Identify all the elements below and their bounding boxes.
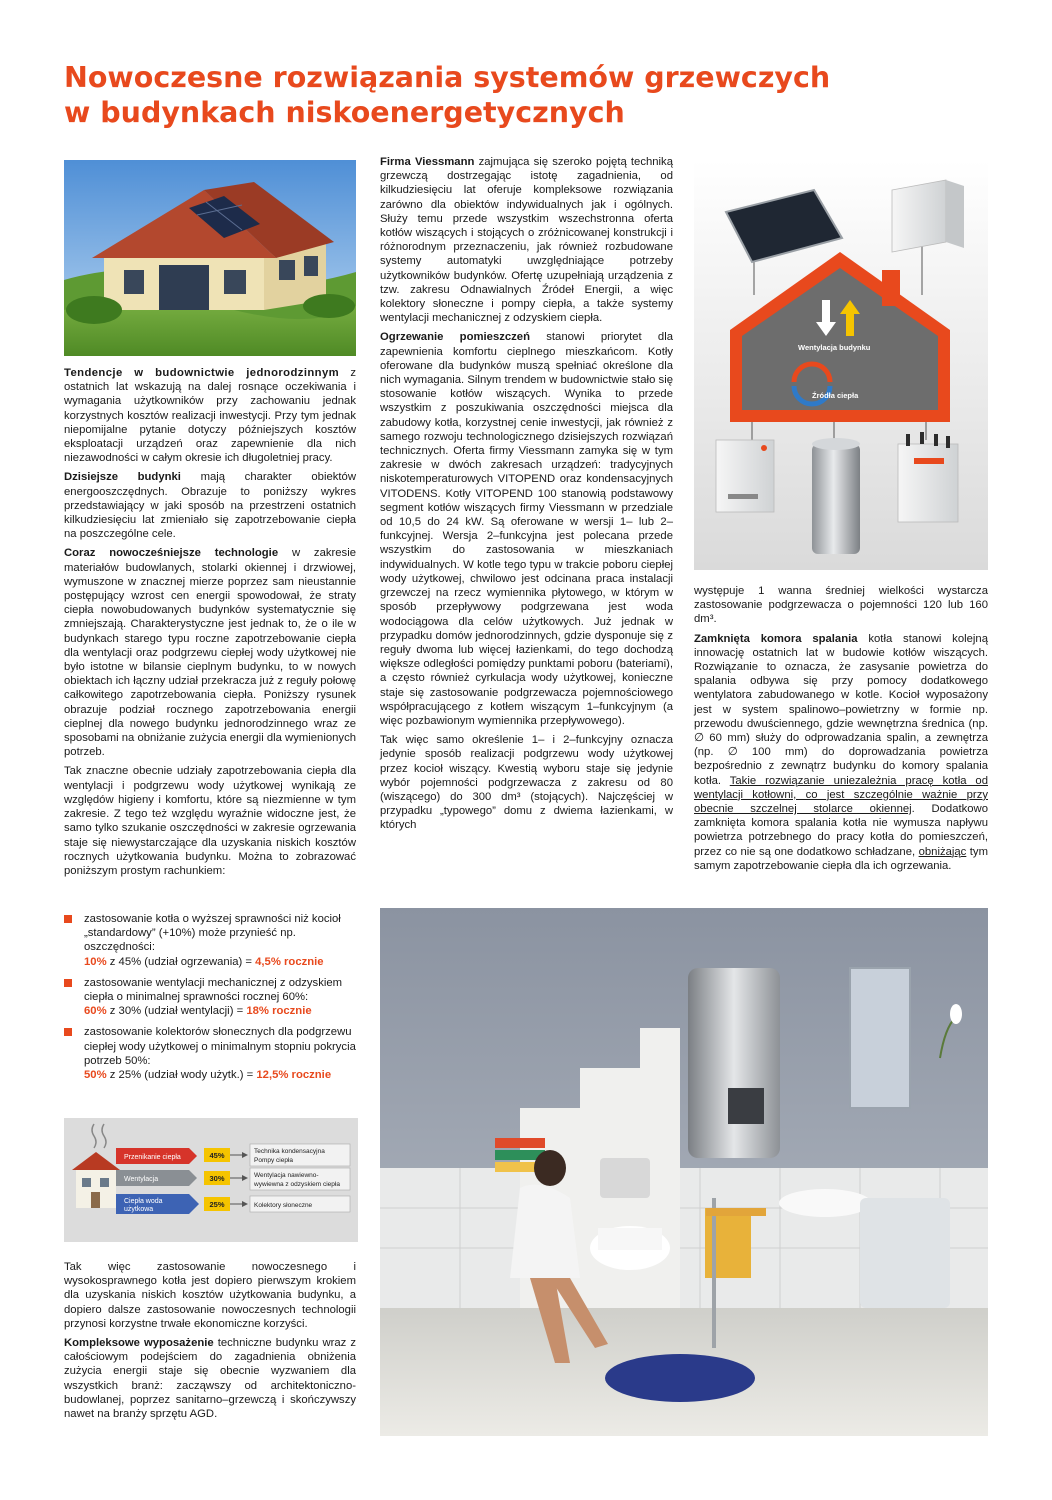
result-heat-transfer-2: Pompy ciepła [254, 1157, 294, 1164]
water-heater-cylinder-icon [812, 438, 860, 554]
paragraph-complex-equipment: Kompleksowe wyposażenie techniczne budynku wraz z całościowym podejściem do zagadnienia obniżenia zużycia energii staje się obecnie wyzwaniem dla wszystkich branż: zacząwszy od architektoniczno-budowlanej, poprzez sanitarno–grzewczą i skończywszy nawet na branży sprzętu AGD. [64, 1337, 356, 1421]
paragraph-closed-chamber: Zamknięta komora spalania kotła stanowi kolejną innowację ostatnich lat w budowie kotłów wiszących. Rozwiązanie to oznacza, że zasysanie powietrza do spalania odbywa się przy pomocy dodatkowego wentylatora zabudowanego w kotle. Kocioł wyposażony jest w system spalinowo–powietrzny w formie np. przewodu dwuściennego, gdzie wewnętrzna średnica (np. ∅ 60 mm) służy do odprowadzania spalin, a zewnętrza (np. ∅ 100 mm) do doprowadzania powietrza bezpośrednio z zewnątrz budynku do komory spalania kotła. Takie rozwiązanie uniezależnia pracę kotła od wentylacji kotłowni, co jest szczególnie ważnie przy obecnie szczelnej stolarce okiennej. Dodatkowo zamknięta komora spalania kotła nie wymusza napływu powietrza potrzebnego do pracy kotła do pomieszczeń, przez co nie są one dodatkowo schładzane, obniżając tym samym zapotrzebowanie ciepła dla ich ogrzewania. [694, 632, 988, 872]
paragraph-buildings: Dzisiejsze budynki mają charakter obiektów energooszczędnych. Obrazuje to poniższy wykres przedstawiający w jaki sposób na przestrzeni ostatnich kilkudziesięciu lat zmieniało się zapotrzebowanie ciepła na poszczególne cele. [64, 471, 356, 541]
bullet-square-icon [64, 915, 72, 923]
result-ventilation-2: wywiewna z odzyskiem ciepła [254, 1181, 340, 1188]
pct-ventilation: 30% [209, 1174, 225, 1183]
list-item: zastosowanie kolektorów słonecznych dla podgrzewu ciepłej wody użytkowej o minimalnym stopniu pokrycia potrzeb 50%: 50% z 25% (udział wody użytk.) = 12,5% rocznie [64, 1025, 364, 1082]
lead-complex-equipment: Kompleksowe wyposażenie [64, 1337, 214, 1350]
heat-pump-icon [898, 432, 958, 522]
diagram-label-ventilation: Wentylacja [124, 1176, 159, 1183]
lead-closed-chamber: Zamknięta komora spalania [694, 632, 858, 645]
wall-boiler-icon [716, 440, 774, 512]
column-1-text [64, 366, 356, 883]
diagram-label-hot-water-2: użytkowa [124, 1206, 154, 1213]
savings-list [64, 912, 364, 1089]
label-heat-sources: Źródła ciepła [812, 391, 859, 400]
pct-heat-transfer: 45% [209, 1151, 225, 1160]
bullet-square-icon [64, 1028, 72, 1036]
paragraph-trends: Tendencje w budownictwie jednorodzinnym z ostatnich lat wskazują na dalej rosnące oczekiwania i wymagania użytkowników przy zachowaniu jednak korzystnych kosztów realizacji inwestycji. Przy tym jednak niepomijalne pytanie dotyczy późniejszych kosztów eksploatacji urządzeń oraz zapewnienie dla nich niezawodności w całym okresie ich długoletniej pracy. [64, 367, 356, 465]
title-line-2: w budynkach niskoenergetycznych [64, 96, 625, 129]
lead-buildings: Dzisiejsze budynki [64, 471, 181, 484]
paragraph-technologies: Coraz nowocześniejsze technologie w zakresie materiałów budowlanych, stolarki okiennej i drzwiowej, wymuszone w znacznej mierze poprzez sam nieustannie postępujący wzrost cen energii spowodował, że straty ciepła nowobudowanych budynków systematycznie się zmniejszają. Charakterystyczne jest jednak to, że o ile w budynkach starego typu roczne zapotrzebowanie ciepła dla wentylacji oraz podgrzewu ciepłej wody użytkowej nie było istotne w bilansie cieplnym budynku, to w nowych obiektach ich łączny udział przekracza już z reguły połowę całkowitego zapotrzebowania ciepła. Poniższy rysunek obrazuje podział rocznego zapotrzebowania energii cieplnej dla nowego budynku jednorodzinnego wraz ze sposobami na obniżanie zużycia energii dla wymienionych potrzeb. [64, 547, 356, 759]
column-3-text [694, 584, 988, 878]
label-ventilation: Wentylacja budynku [798, 343, 871, 352]
diagram-label-heat-transfer: Przenikanie ciepła [124, 1154, 181, 1161]
column-2-text [380, 155, 673, 838]
lead-technologies: Coraz nowocześniejsze technologie [64, 547, 279, 560]
bullet-square-icon [64, 979, 72, 987]
page-title [64, 60, 964, 130]
list-item: zastosowanie kotła o wyższej sprawności niż kocioł „standardowy” (+10%) może przynieść np. oszczędności: 10% z 45% (udział ogrzewania) = 4,5% rocznie [64, 912, 364, 969]
diagram-label-hot-water-1: Ciepła woda [124, 1198, 163, 1205]
lead-trends: Tendencje w budownictwie jednorodzinnym [64, 367, 340, 379]
paragraph-tank-capacity: występuje 1 wanna średniej wielkości wystarcza zastosowanie podgrzewacza o pojemności 120 lub 160 dm³. [694, 585, 988, 626]
paragraph-heating: Ogrzewanie pomieszczeń stanowi priorytet dla zapewnienia komfortu cieplnego mieszkańcom. Kotły oferowane dla budynków muszą spełniać określone dla nich wymagania. Silnym trendem w budownictwie stało się stosowanie kotłów wiszących. Wynika to przede wszystkim z poszukiwania oszczędności miejsca dla zabudowy kotła, korzystnej cenie inwestycji, jak również z samego rozwoju technologicznego dzisiejszych rozwiązań technicznych. Oferta firmy Viessmann zamyka się w tym zakresie w dwóch zakresach urządzeń: tradycyjnych niskotemperaturowych VITOPEND oraz kondensacyjnych VITODENS. Kotły VITOPEND 100 stanowią podstawowy segment kotłów wiszących firmy Viessmann w przedziale od 10,5 do 24 kW. Są oferowane w wersji 1– lub 2–funkcyjnej. Wersja 2–funkcyjna jest polecana przede wszystkim do zastosowania w mieszkaniach indywidualnych. W kotle tego typu w trakcie poboru ciepłej wody użytkowej, chwilowo jest odcinana praca instalacji grzewczej na rzecz wymiennika płytowego, w którym w sposób przepływowy podgrzewana jest woda wodociągowa dla celów użytkowych. Już jednak w przypadku domów jednorodzinnych, gdzie dysponuje się z reguły dwoma lub więcej łazienkami, do tego dochodzą większe odległości pomiędzy punktami poboru (bateriami), a często również cyrkulacja wody użytkowej, konieczne staje się zastosowanie podgrzewacza pojemnościowego współpracującego z kotłem wiszącym 1–funkcyjnym (a więc pozbawionym wymiennika przepływowego). [380, 331, 674, 727]
bath-rug [605, 1354, 755, 1402]
pct-hot-water: 25% [209, 1200, 225, 1209]
paragraph-functions: Tak więc samo określenie 1– i 2–funkcyjny oznacza jedynie sposób realizacji podgrzewu wody użytkowej przez kocioł wiszący. Kwestią wyboru staje się jedynie wybór pojemności podgrzewacza z zakresu od 80 (wiszącego) do 300 dm³ (stojących). Najczęściej w przypadku „typowego” domu z dwiema łazienkami, w których [380, 734, 673, 832]
energy-demand-diagram [64, 1118, 358, 1242]
paragraph-viessmann: Firma Viessmann zajmująca się szeroko pojętą techniką grzewczą dostrzegając istotę zagadnienia, od kilkudziesięciu lat oferuje kompleksowe rozwiązania zarówno dla obiektów indywidualnych jak i ogólnych. Służy temu przede wszystkim wszechstronna oferta kotłów wiszących i stojących o zróżnicowanej konstrukcji i różnorodnym przeznaczeniu, jak również rozbudowane systemy automatyki uwzględniające potrzeby użytkowników budynków. Ofertę uzupełniają urządzenia z tzw. zakresu Odnawialnych Źródeł Energii, a więc kolektory słoneczne i pompy ciepła, a także systemy wentylacji mechanicznej z odzyskiem ciepła. [380, 156, 673, 325]
paragraph-conclusion: Tak więc zastosowanie nowoczesnego i wysokosprawnego kotła jest dopiero pierwszym krokiem dla uzyskania niskich kosztów użytkowania budynku, a dopiero dalsze zastosowanie nowoczesnych technologii przynosi korzystne trwałe ekonomiczne korzyści. [64, 1261, 356, 1330]
paragraph-shares: Tak znaczne obecnie udziały zapotrzebowania ciepła dla wentylacji i podgrzewu wody użytkowej wynikają ze względów higieny i komfortu, które są niezmienne w tym zakresie. Z tego też względu wyraźnie widoczne jest, że samo tylko szukanie oszczędności w zakresie ogrzewania staje się niewystarczające dla uzyskania niskich kosztów rocznych użytkowania budynku. Można to zobrazować poniższym prostym rachunkiem: [64, 765, 356, 877]
title-line-1: Nowoczesne rozwiązania systemów grzewczych [64, 61, 831, 94]
result-heat-transfer-1: Technika kondensacyjna [254, 1148, 325, 1155]
bathroom-photo [380, 908, 988, 1436]
column-1-bottom-text [64, 1260, 356, 1426]
list-item: zastosowanie wentylacji mechanicznej z odzyskiem ciepła o minimalnej sprawności rocznej 60%: 60% z 30% (udział wentylacji) = 18% rocznie [64, 976, 364, 1019]
heating-system-graphic [694, 160, 988, 570]
wall-boiler [688, 968, 780, 1158]
result-ventilation-1: Wentylacja nawiewno- [254, 1172, 319, 1179]
lead-heating: Ogrzewanie pomieszczeń [380, 331, 530, 344]
ventilation-unit-icon [892, 180, 964, 252]
house-photo [64, 160, 356, 356]
result-hot-water: Kolektory słoneczne [254, 1202, 313, 1209]
lead-viessmann: Firma Viessmann [380, 156, 475, 168]
